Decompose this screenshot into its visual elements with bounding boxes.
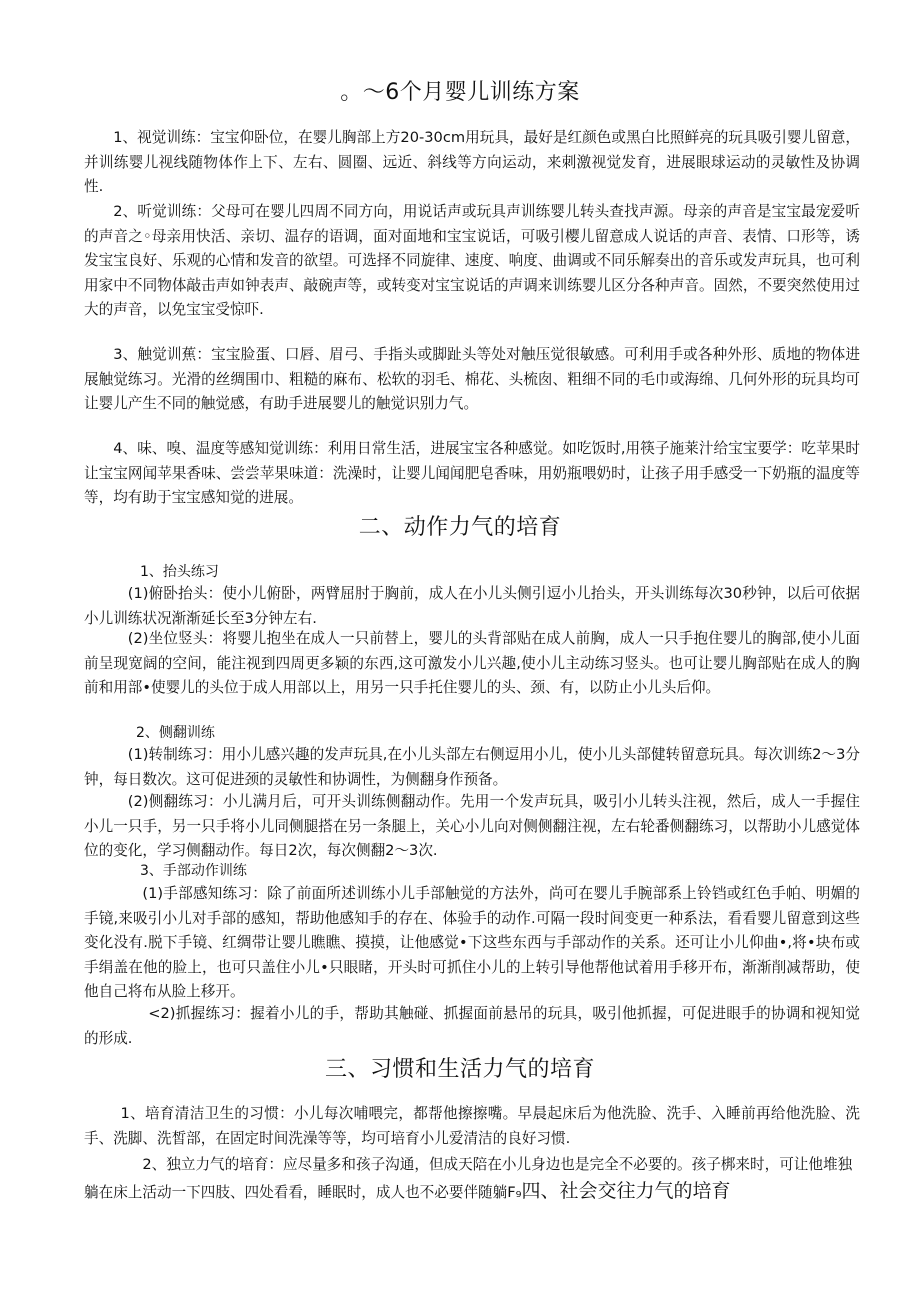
visual-training-paragraph: 1、视觉训练：宝宝仰卧位，在婴儿胸部上方20-30cm用玩具，最好是红颜色或黑白比照鲜亮的玩具吸引婴儿留意，并训练婴儿视线随物体作上下、左右、圆圈、远近、斜线等方向运动，来刺激视觉发育，进展眼球运动的灵敏性及协调性. (84, 129, 860, 196)
neck-turn-paragraph: (1)转制练习：用小儿感兴趣的发声玩具,在小儿头部左右侧逗用小儿，使小儿头部健转留意玩具。每次训练2〜3分钟，每日数次。这可促进颈的灵敏性和协调性，为侧翻身作预备。 (84, 746, 860, 788)
head-lift-heading: 1、抬头练习 (140, 564, 219, 580)
section-three-title: 三、习惯和生活力气的培育 (324, 1057, 595, 1082)
prone-head-lift-paragraph: (1)俯卧抬头：使小儿俯卧，两臂屈肘于胸前，成人在小儿头侧引逗小儿抬头，开头训练每次30秒钟，以后可依据小儿训练状况渐渐延长至3分钟左右. (84, 585, 860, 627)
hearing-training-paragraph: 2、听觉训练：父母可在婴儿四周不同方向，用说话声或玩具声训练婴儿转头查找声源。母亲的声音是宝宝最宠爱听的声音之◦母亲用快活、亲切、温存的语调，面对面地和宝宝说话，可吸引樱儿留意成人说话的声音、表情、口形等，诱发宝宝良好、乐观的心情和发音的欲望。可选择不同旋律、速度、响度、曲调或不同乐解奏出的音乐或发声玩具，也可利用家中不同物体敲击声如钟表声、敲碗声等，或转变对宝宝说话的声调来训练婴儿区分各种声音。固然，不要突然使用过大的声音，以免宝宝受惊吓. (84, 203, 860, 319)
sitting-head-paragraph: (2)坐位竖头：将婴儿抱坐在成人一只前替上，婴儿的头背部贴在成人前胸，成人一只手抱住婴儿的胸部,使小儿面前呈现宽阔的空间，能注视到四周更多颖的东西,这可激发小儿兴趣,使小儿主动练习竖头。也可让婴儿胸部贴在成人的胸前和用部•使婴儿的头位于成人用部以上，用另一只手托住婴儿的头、颈、有，以防止小儿头后仰。 (84, 630, 860, 697)
side-roll-paragraph: (2)侧翻练习：小儿满月后，可开头训练侧翻动作。先用一个发声玩具，吸引小儿转头注视，然后，成人一手握住小儿一只手，另一只手将小儿同侧腿搭在另一条腿上，关心小儿向对侧侧翻注视，左右轮番侧翻练习，以帮助小儿感觉体位的变化，学习侧翻动作。每日2次，每次侧翻2〜3次. (84, 793, 860, 860)
independence-paragraph (84, 1152, 860, 1206)
document-title: 。〜6个月婴儿训练方案 (340, 80, 580, 105)
section-two-title: 二、动作力气的培育 (358, 515, 562, 540)
section-four-title: 四、社会交往力气的培育 (521, 1180, 731, 1202)
hand-perception-paragraph: (1)手部感知练习：除了前面所述训练小儿手部触觉的方法外，尚可在婴儿手腕部系上铃铛或红色手帕、明媚的手镜,来吸引小儿对手部的感知，帮助他感知手的存在、体验手的动作.可隔一段时间变更一种系法，看看婴儿留意到这些变化没有.脱下手镜、红绸带让婴儿瞧瞧、摸摸，让他感觉•下这些东西与手部动作的关系。还可让小儿仰曲•,将•块布或手绢盖在他的脸上，也可只盖住小儿•只眼睹，开头时可抓住小儿的上转引导他帮他试着用手移开布，渐渐削减帮助，使他自己将布从脸上移开。 (84, 885, 860, 1001)
side-roll-heading: 2、侧翻训练 (136, 725, 215, 741)
independence-text: 2、独立力气的培育：应尽量多和孩子沟通，但成天陪在小儿身边也是完全不必要的。孩子梆来时，可让他堆独躺在床上活动一下四肢、四处看看，睡眠时，成人也不必要伴随躺F₉ (84, 1156, 853, 1201)
hand-movement-heading: 3、手部动作训练 (140, 863, 247, 879)
touch-training-paragraph: 3、触觉训蕉：宝宝脸蛋、口唇、眉弓、手指头或脚趾头等处对触压觉很敏感。可利用手或各种外形、质地的物体进展触觉练习。光滑的丝绸围巾、粗糙的麻布、松软的羽毛、棉花、头梳囱、粗细不同的毛巾或海绵、几何外形的玩具均可让婴儿产生不同的触觉感，有助手进展婴儿的触觉识别力气。 (84, 346, 860, 413)
grasp-practice-paragraph: <2)抓握练习：握着小儿的手，帮助其触碰、抓握面前悬吊的玩具，吸引他抓握，可促进眼手的协调和视知觉的形成. (84, 1005, 860, 1047)
hygiene-habit-paragraph: 1、培育清洁卫生的习惯：小儿每次哺喂完，都帮他擦擦嘴。早晨起床后为他洗脸、洗手、入睡前再给他洗脸、洗手、洗脚、洗皙部，在固定时间洗澡等等，均可培育小儿爱清洁的良好习惯. (84, 1105, 860, 1147)
taste-smell-training-paragraph: 4、味、嗅、温度等感知觉训练：利用日常生活，进展宝宝各种感觉。如吃饭时,用筷子施莱汁给宝宝要学：吃苹果时让宝宝网闻苹果香味、尝尝苹果味道：洗澡时，让婴儿闻闻肥皂香味，用奶瓶喂奶时，让孩子用手感受一下奶瓶的温度等等，均有助于宝宝感知觉的进展。 (84, 440, 860, 507)
